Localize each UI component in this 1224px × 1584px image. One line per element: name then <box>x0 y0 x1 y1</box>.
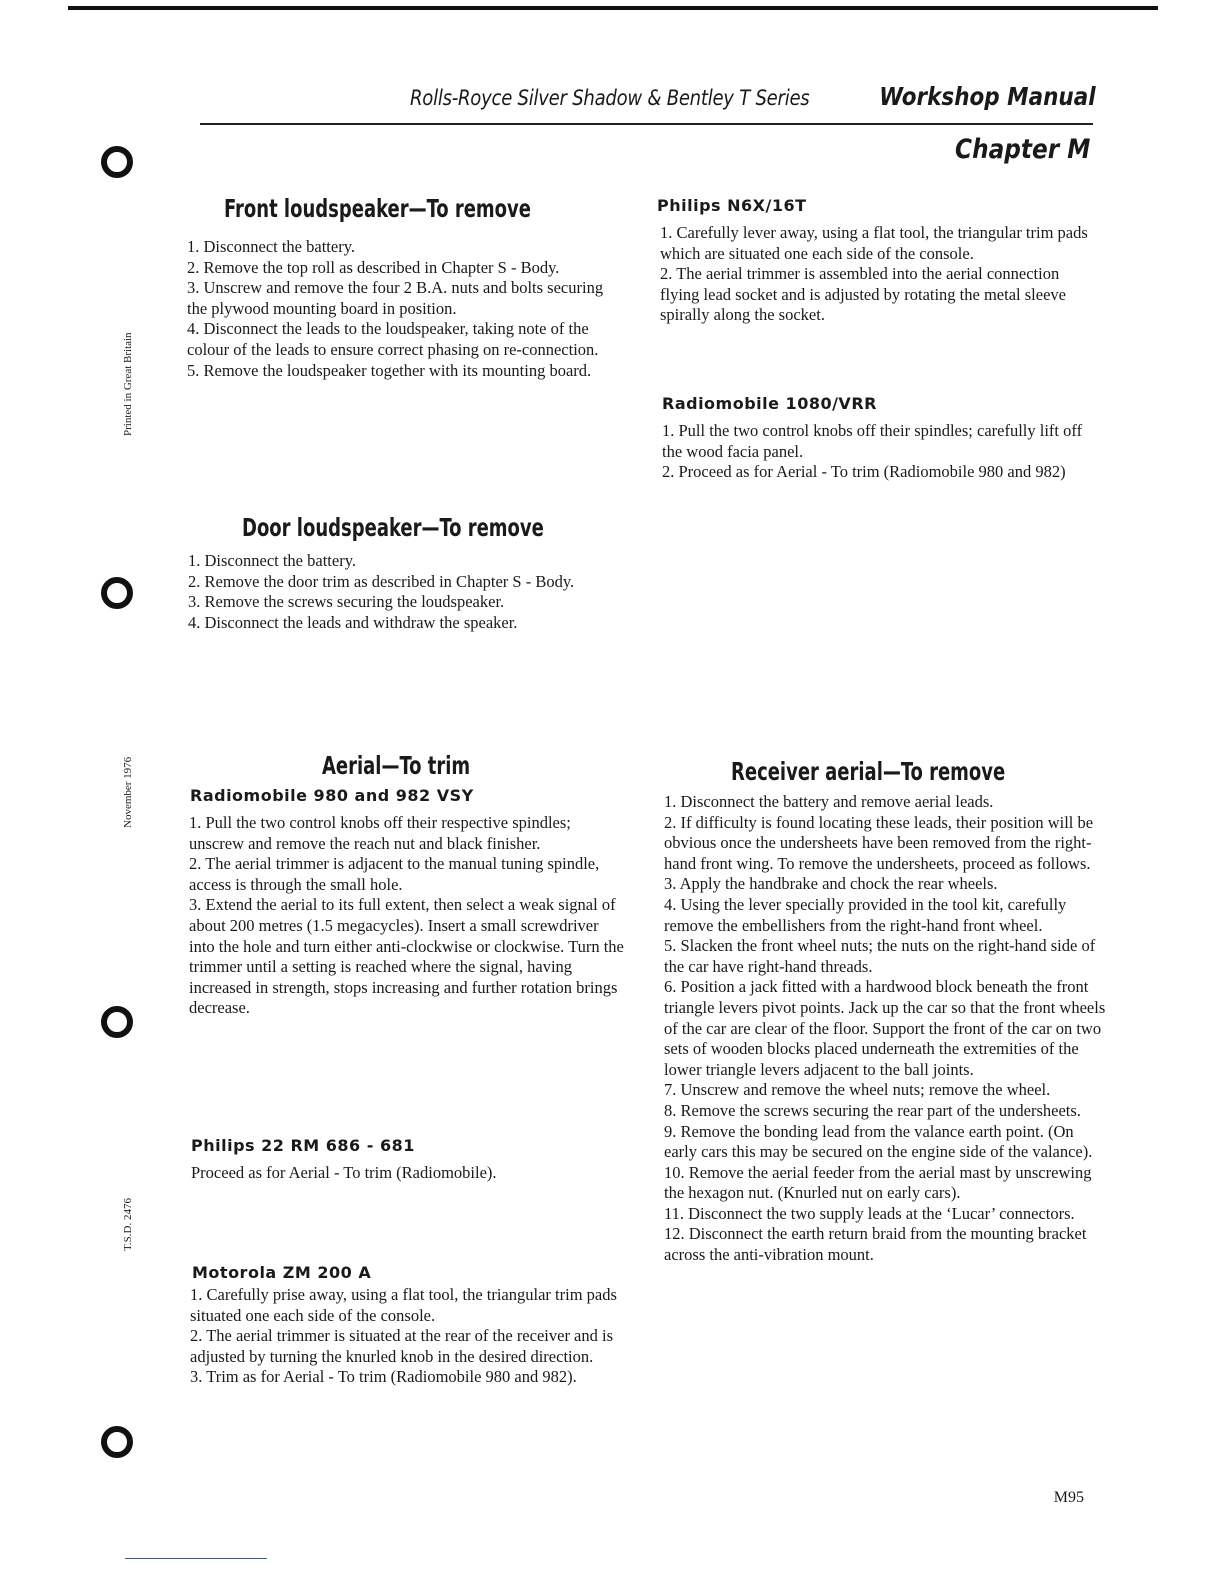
door-loudspeaker-heading: Door loudspeaker—To remove <box>242 513 544 542</box>
step: 9. Remove the bonding lead from the valance earth point. (On early cars this may be secured on the engine side of the valance). <box>664 1121 1093 1162</box>
front-loudspeaker-steps <box>187 237 617 381</box>
step: 8. Remove the screws securing the rear part of the undersheets. <box>664 1100 1081 1120</box>
step: 1. Carefully lever away, using a flat tool, the triangular trim pads which are situated one each side of the console. <box>660 223 1088 263</box>
philips-n6x-subheading: Philips N6X/16T <box>657 196 807 215</box>
punch-hole-icon <box>101 1006 133 1038</box>
top-border-line <box>68 6 1158 10</box>
step: 2. The aerial trimmer is situated at the rear of the receiver and is adjusted by turning the knurled knob in the desired direction. <box>190 1326 614 1366</box>
philips-22-text: Proceed as for Aerial - To trim (Radiomobile). <box>191 1163 497 1182</box>
step: 2. The aerial trimmer is adjacent to the manual tuning spindle, access is through the small hole. <box>189 854 600 894</box>
step: 4. Disconnect the leads to the loudspeaker, taking note of the colour of the leads to ensure correct phasing on re-connection. <box>187 319 599 359</box>
step: 3. Unscrew and remove the four 2 B.A. nuts and bolts securing the plywood mounting board in position. <box>187 278 604 318</box>
step: 12. Disconnect the earth return braid from the mounting bracket across the anti-vibration mount. <box>664 1224 1087 1265</box>
page-number: M95 <box>1053 1489 1084 1506</box>
margin-date: November 1976 <box>122 756 134 828</box>
step: 6. Position a jack fitted with a hardwood block beneath the front triangle levers pivot points. Jack up the car so that the front wheels of the car are clear of the floor. Support the front of the car on two sets of wooden blocks placed underneath the extremities of the lower triangle levers adjacent to the ball joints. <box>664 977 1106 1079</box>
philips-n6x-steps <box>660 223 1096 326</box>
step: 2. The aerial trimmer is assembled into the aerial connection flying lead socket and is adjusted by rotating the metal sleeve spirally along the socket. <box>660 264 1066 325</box>
margin-printed-in: Printed in Great Britain <box>122 332 134 436</box>
punch-hole-icon <box>101 577 133 609</box>
step: 2. Remove the door trim as described in Chapter S - Body. <box>188 571 575 591</box>
step: 1. Pull the two control knobs off their spindles; carefully lift off the wood facia panel. <box>662 421 1083 461</box>
motorola-steps <box>190 1285 626 1388</box>
step: 3. Trim as for Aerial - To trim (Radiomobile 980 and 982). <box>190 1367 577 1387</box>
receiver-aerial-steps <box>664 792 1108 1266</box>
step: 7. Unscrew and remove the wheel nuts; remove the wheel. <box>664 1080 1051 1100</box>
step: 1. Disconnect the battery. <box>188 551 356 570</box>
step: 3. Extend the aerial to its full extent, then select a weak signal of about 200 metres (1.5 megacycles). Insert a small screwdriver into the hole and turn either anti-clockwise or clockwise. Turn the trimmer until a setting is reached where the signal, having increased in strength, stops increasing and further rotation brings decrease. <box>189 895 624 1018</box>
receiver-aerial-heading: Receiver aerial—To remove <box>731 757 1006 786</box>
radiomobile-1080-subheading: Radiomobile 1080/VRR <box>662 394 877 413</box>
step: 10. Remove the aerial feeder from the aerial mast by unscrewing the hexagon nut. (Knurled nut on early cars). <box>664 1162 1092 1203</box>
step: 4. Disconnect the leads and withdraw the speaker. <box>188 612 518 632</box>
margin-tsd: T.S.D. 2476 <box>122 1198 134 1251</box>
aerial-trim-heading: Aerial—To trim <box>322 751 471 780</box>
philips-22-subheading: Philips 22 RM 686 - 681 <box>191 1136 415 1155</box>
chapter-title: Chapter M <box>954 134 1090 165</box>
step: 1. Disconnect the battery. <box>187 237 355 256</box>
step: 3. Apply the handbrake and chock the rear wheels. <box>664 874 998 894</box>
step: 1. Carefully prise away, using a flat tool, the triangular trim pads situated one each side of the console. <box>190 1285 617 1325</box>
front-loudspeaker-heading: Front loudspeaker—To remove <box>224 194 531 223</box>
step: 4. Using the lever specially provided in the tool kit, carefully remove the embellishers from the right-hand front wheel. <box>664 894 1067 935</box>
header-rule <box>200 123 1093 125</box>
step: 3. Remove the screws securing the loudspeaker. <box>188 592 505 612</box>
step: 1. Pull the two control knobs off their respective spindles; unscrew and remove the reach nut and black finisher. <box>189 813 571 853</box>
door-loudspeaker-steps <box>188 551 618 633</box>
bottom-rule <box>125 1558 267 1559</box>
header-manual-title: Workshop Manual <box>879 82 1096 111</box>
step: 5. Slacken the front wheel nuts; the nuts on the right-hand side of the car have right-hand threads. <box>664 936 1096 976</box>
punch-hole-icon <box>101 1426 133 1458</box>
radiomobile-1080-steps <box>662 421 1096 483</box>
header-series-title: Rolls-Royce Silver Shadow & Bentley T Series <box>410 86 810 110</box>
motorola-subheading: Motorola ZM 200 A <box>192 1263 372 1282</box>
step: 2. If difficulty is found locating these leads, their position will be obvious once the undersheets have been removed from the right-hand front wing. To remove the undersheets, proceed as follows. <box>664 812 1094 873</box>
step: 5. Remove the loudspeaker together with its mounting board. <box>187 360 592 380</box>
step: 11. Disconnect the two supply leads at the ‘Lucar’ connectors. <box>664 1203 1075 1223</box>
step: 1. Disconnect the battery and remove aerial leads. <box>664 792 994 811</box>
punch-hole-icon <box>101 146 133 178</box>
radiomobile-980-subheading: Radiomobile 980 and 982 VSY <box>190 786 474 805</box>
step: 2. Proceed as for Aerial - To trim (Radiomobile 980 and 982) <box>662 462 1066 482</box>
step: 2. Remove the top roll as described in Chapter S - Body. <box>187 257 560 277</box>
radiomobile-980-steps <box>189 813 625 1019</box>
